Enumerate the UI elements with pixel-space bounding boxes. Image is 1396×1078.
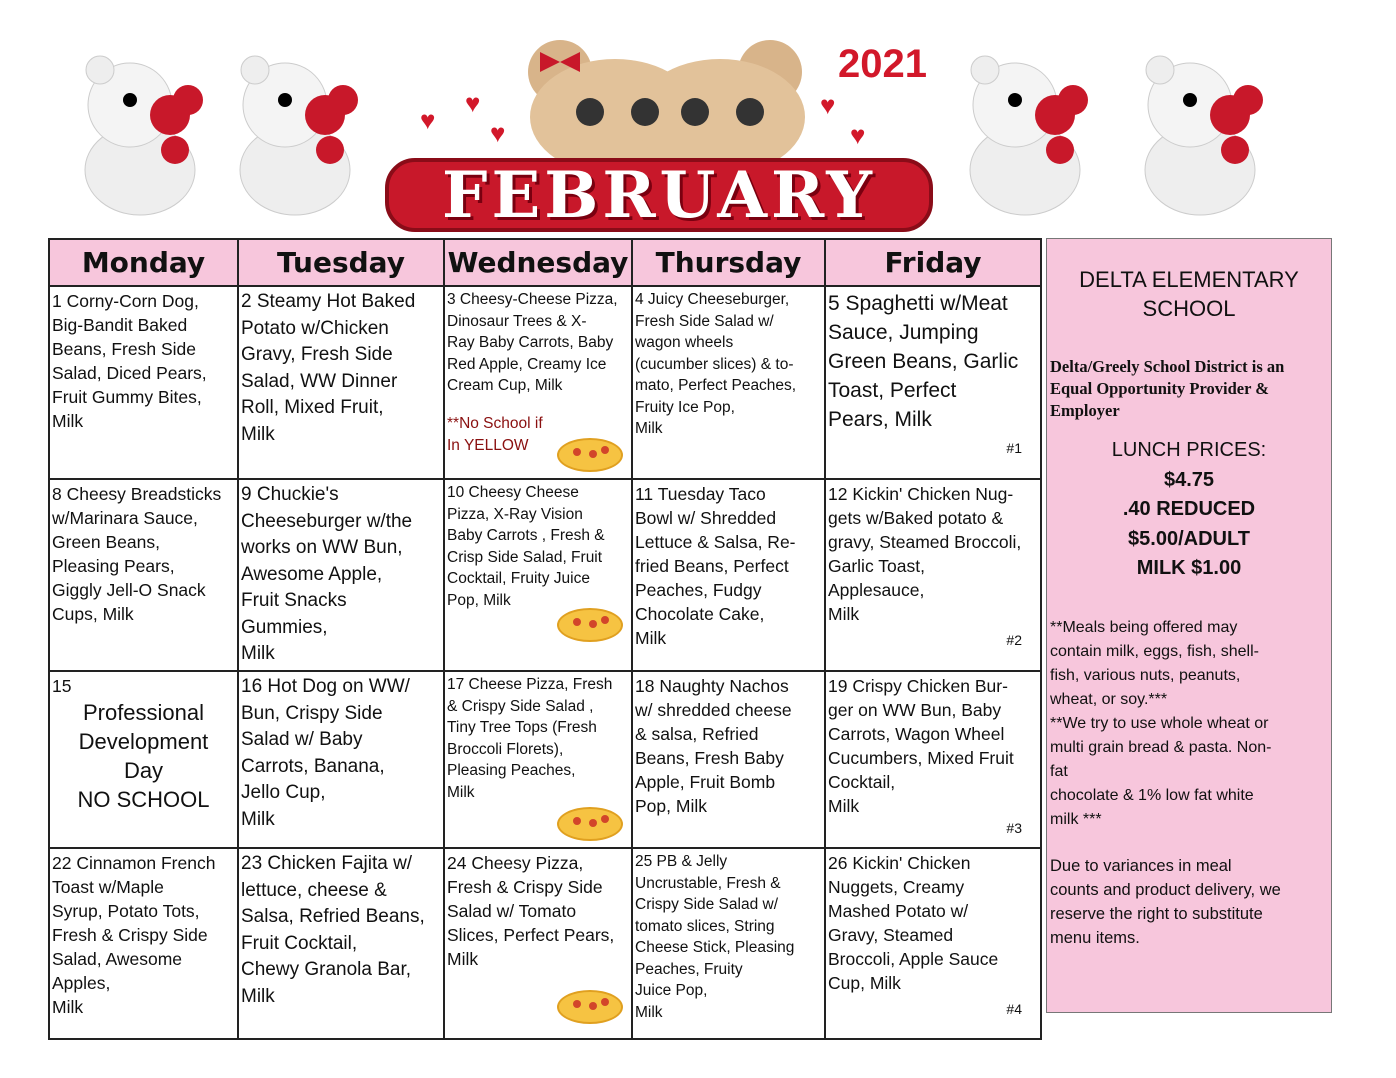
week-row [49,671,1041,848]
menu-text: 24 Cheesy Pizza, Fresh & Crispy Side Salad w/ Tomato Slices, Perfect Pears, Milk [447,853,615,969]
month-title: FEBRUARY [385,158,933,232]
price-adult: $5.00/ADULT [1128,527,1250,550]
heart-icon: ♥ [420,105,436,135]
heart-icon: ♥ [850,120,866,150]
day-cell [825,671,1041,848]
week-number: #1 [1006,440,1022,456]
day-header: Wednesday [444,239,632,286]
menu-text: 3 Cheesy-Cheese Pizza, Dinosaur Trees & X- Ray Baby Carrots, Baby Red Apple, Creamy Ice Cream Cup, Milk [447,291,618,394]
day-cell [238,848,444,1039]
heart-icon: ♥ [490,118,506,148]
heart-icon: ♥ [465,88,481,118]
bear-flower-icon [955,50,1105,220]
bear-flower-icon [70,50,220,220]
day-cell [632,848,825,1039]
menu-text: 8 Cheesy Breadsticks w/Marinara Sauce, Green Beans, Pleasing Pears, Giggly Jell-O Snack Cups, Milk [52,484,222,624]
price-reduced: .40 REDUCED [1122,498,1256,520]
menu-text: 23 Chicken Fajita w/ lettuce, cheese & Salsa, Refried Beans, Fruit Cocktail, Chewy Granola Bar, Milk [241,853,425,1007]
pizza-icon [557,438,623,472]
menu-text: 15 [52,676,72,696]
menu-text: 5 Spaghetti w/Meat Sauce, Jumping Green Beans, Garlic Toast, Perfect Pears, Milk [828,292,1019,431]
menu-text: 25 PB & Jelly Uncrustable, Fresh & Crispy Side Salad w/ tomato slices, String Cheese Stick, Pleasing Peaches, Fruity Juice Pop, Milk [635,853,795,1021]
week-row [49,286,1041,479]
heart-icon: ♥ [820,90,836,120]
day-cell [632,479,825,671]
menu-text: 19 Crispy Chicken Bur- ger on WW Bun, Baby Carrots, Wagon Wheel Cucumbers, Mixed Fruit Cocktail, Milk [828,676,1014,816]
menu-text: 18 Naughty Nachos w/ shredded cheese & salsa, Refried Beans, Fresh Baby Apple, Fruit Bomb Pop, Milk [635,676,792,816]
header-banner [0,0,1396,236]
day-cell [238,479,444,671]
day-cell [238,286,444,479]
day-cell [49,848,238,1039]
menu-text: 16 Hot Dog on WW/ Bun, Crispy Side Salad w/ Baby Carrots, Banana, Jello Cup, Milk [241,676,410,830]
menu-text: 2 Steamy Hot Baked Potato w/Chicken Gravy, Fresh Side Salad, WW Dinner Roll, Mixed Fruit, Milk [241,291,416,445]
menu-text: 26 Kickin' Chicken Nuggets, Creamy Mashed Potato w/ Gravy, Steamed Broccoli, Apple Sauce Cup, Milk [828,853,999,993]
info-sidebar [1046,238,1332,1013]
menu-text: 11 Tuesday Taco Bowl w/ Shredded Lettuce & Salsa, Re- fried Beans, Perfect Peaches, Fudgy Chocolate Cake, Milk [635,484,796,648]
price-milk: MILK $1.00 [1136,557,1242,579]
day-cell [49,671,238,848]
menu-text: 22 Cinnamon French Toast w/Maple Syrup, Potato Tots, Fresh & Crispy Side Salad, Awesome Apples, Milk [52,853,216,1017]
day-cell [444,286,632,479]
day-header: Tuesday [238,239,444,286]
prices-title: LUNCH PRICES: [1111,439,1267,461]
day-cell [444,479,632,671]
no-school-note: **No School if In YELLOW [447,414,543,454]
day-cell [49,479,238,671]
day-cell [444,848,632,1039]
day-cell [444,671,632,848]
pizza-icon [557,807,623,841]
menu-text: 10 Cheesy Cheese Pizza, X-Ray Vision Baby Carrots , Fresh & Crisp Side Salad, Fruit Cocktail, Fruity Juice Pop, Milk [447,484,605,609]
mice-couple-icon [500,32,830,172]
week-number: #4 [1006,1001,1022,1017]
day-header: Monday [49,239,238,286]
day-cell [632,671,825,848]
lunch-prices [1050,436,1328,584]
substitution-disclaimer: Due to variances in meal counts and product delivery, we reserve the right to substitute menu items. [1050,856,1281,947]
week-number: #3 [1006,820,1022,836]
menu-calendar [48,238,1042,1040]
school-name: DELTA ELEMENTARY SCHOOL [1079,267,1299,321]
day-header: Thursday [632,239,825,286]
menu-text: 4 Juicy Cheeseburger, Fresh Side Salad w/ wagon wheels (cucumber slices) & to- mato, Perfect Peaches, Fruity Ice Pop, Milk [635,291,797,437]
day-header-row [49,239,1041,286]
day-header: Friday [825,239,1041,286]
day-cell [632,286,825,479]
menu-text: 9 Chuckie's Cheeseburger w/the works on WW Bun, Awesome Apple, Fruit Snacks Gummies, Milk [241,484,413,664]
day-cell [825,848,1041,1039]
day-cell [238,671,444,848]
allergen-note: **Meals being offered may contain milk, eggs, fish, shell- fish, various nuts, peanuts, wheat, or soy.*** **We try to use whole wheat or multi grain bread & pasta. Non- fat chocolate & 1% low fat white milk *** [1050,618,1272,828]
pizza-icon [557,990,623,1024]
menu-text: 12 Kickin' Chicken Nug- gets w/Baked potato & gravy, Steamed Broccoli, Garlic Toast, Applesauce, Milk [828,484,1022,624]
bear-flower-icon [225,50,375,220]
day-cell [825,286,1041,479]
professional-development-note: Professional Development Day NO SCHOOL [77,700,210,812]
equal-opportunity-statement: Delta/Greely School District is an Equal Opportunity Provider & Employer [1050,357,1285,420]
price-student: $4.75 [1163,468,1215,491]
year: 2021 [838,42,927,86]
week-row [49,848,1041,1039]
day-cell [825,479,1041,671]
week-row [49,479,1041,671]
bear-flower-icon [1130,50,1280,220]
menu-text: 17 Cheese Pizza, Fresh & Crispy Side Salad , Tiny Tree Tops (Fresh Broccoli Florets), Pleasing Peaches, Milk [447,676,613,801]
menu-text: 1 Corny-Corn Dog, Big-Bandit Baked Beans, Fresh Side Salad, Diced Pears, Fruit Gummy Bites, Milk [52,291,207,431]
pizza-icon [557,608,623,642]
week-number: #2 [1006,632,1022,648]
day-cell [49,286,238,479]
